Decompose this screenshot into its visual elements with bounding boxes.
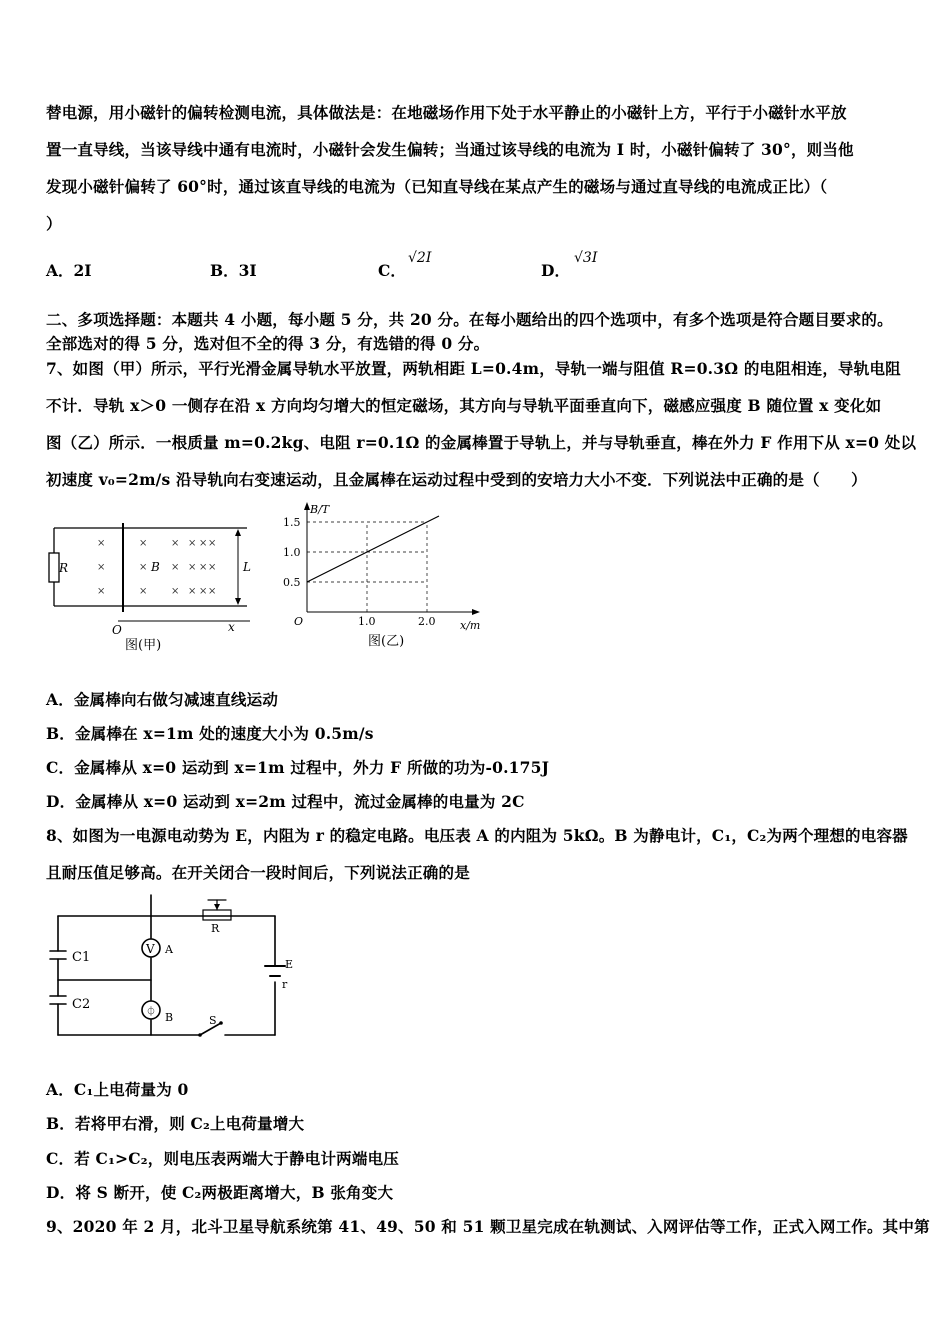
q8-option-a: A．C₁上电荷量为 0	[46, 1080, 189, 1099]
field-cross: ×	[139, 538, 148, 549]
q6-line-1: 替电源，用小磁针的偏转检测电流，具体做法是：在地磁场作用下处于水平静止的小磁针上方，平行于小磁针水平放	[46, 103, 847, 122]
y-tick-label: 1.5	[283, 516, 301, 529]
q6-option-a: A．2I	[46, 261, 92, 280]
field-cross: ×	[97, 538, 106, 549]
field-cross: ×	[188, 538, 197, 549]
q6-line-2: 置一直导线，当该导线中通有电流时，小磁针会发生偏转；当通过该导线的电流为 I 时，小磁针偏转了 30°，则当他	[46, 140, 854, 159]
internal-resistance-label: r	[282, 978, 288, 991]
q6-option-c-value: √2I	[408, 250, 432, 266]
q8-option-d: D．将 S 断开，使 C₂两极距离增大，B 张角变大	[46, 1183, 394, 1202]
emf-label: E	[285, 958, 294, 971]
rheostat-label: R	[211, 922, 220, 935]
q7-line-4: 初速度 v₀=2m/s 沿导轨向右变速运动，且金属棒在运动过程中受到的安培力大小不变．下列说法中正确的是（ ）	[46, 470, 867, 489]
figure-rails	[40, 515, 265, 655]
field-cross: ×	[171, 538, 180, 549]
field-cross: ×	[171, 586, 180, 597]
figure-caption: 图(乙)	[368, 634, 405, 649]
y-axis-label: B/T	[310, 503, 330, 516]
origin-label: O	[294, 615, 304, 628]
q7-line-2: 不计．导轨 x＞0 一侧存在沿 x 方向均匀增大的恒定磁场，其方向与导轨平面垂直向下，磁感应强度 B 随位置 x 变化如	[46, 396, 882, 415]
circuit-diagram	[45, 890, 305, 1045]
q6-option-d-value: √3I	[574, 250, 598, 266]
section2-line-1: 二、多项选择题：本题共 4 小题，每小题 5 分，共 20 分。在每小题给出的四个选项中，有多个选项是符合题目要求的。	[46, 310, 893, 329]
c2-label: C2	[72, 997, 91, 1012]
field-cross: ×	[208, 538, 217, 549]
q6-option-b: B．3I	[210, 261, 257, 280]
bx-chart	[280, 497, 490, 657]
q6-option-d: D．	[541, 261, 570, 280]
field-cross: ×	[199, 586, 208, 597]
resistor-label: R	[59, 561, 69, 575]
q8-option-c: C．若 C₁>C₂，则电压表两端大于静电计两端电压	[46, 1149, 399, 1168]
field-label: B	[151, 560, 160, 574]
c1-label: C1	[72, 950, 91, 965]
field-cross: ×	[199, 538, 208, 549]
q7-option-a: A．金属棒向右做匀减速直线运动	[46, 690, 279, 709]
electroscope-label: B	[165, 1011, 174, 1024]
q7-line-3: 图（乙）所示．一根质量 m=0.2kg、电阻 r=0.1Ω 的金属棒置于导轨上，并与导轨垂直，棒在外力 F 作用下从 x=0 处以	[46, 433, 917, 452]
x-axis-label: x/m	[460, 619, 481, 632]
q6-line-4: ）	[46, 214, 62, 233]
q6-line-3: 发现小磁针偏转了 60°时，通过该直导线的电流为（已知直导线在某点产生的磁场与通过直导线的电流成正比）（	[46, 177, 828, 196]
rheostat-symbol	[203, 910, 231, 920]
q8-option-b: B．若将甲右滑，则 C₂上电荷量增大	[46, 1114, 305, 1133]
q7-option-c: C．金属棒从 x=0 运动到 x=1m 过程中，外力 F 所做的功为-0.175J	[46, 758, 550, 777]
q7-option-b: B．金属棒在 x=1m 处的速度大小为 0.5m/s	[46, 724, 374, 743]
voltmeter-symbol: V	[146, 942, 155, 956]
field-cross: ×	[139, 586, 148, 597]
resistor-symbol	[49, 553, 59, 582]
section2-line-2: 全部选对的得 5 分，选对但不全的得 3 分，有选错的得 0 分。	[46, 334, 490, 353]
series-line	[307, 516, 439, 582]
field-cross: ×	[188, 562, 197, 573]
field-cross: ×	[139, 562, 148, 573]
width-label: L	[243, 560, 251, 574]
field-cross: ×	[188, 586, 197, 597]
y-tick-label: 1.0	[283, 546, 301, 559]
electroscope-symbol: ⏀	[146, 1007, 156, 1018]
q8-line-2: 且耐压值足够高。在开关闭合一段时间后，下列说法正确的是	[46, 863, 470, 882]
y-tick-label: 0.5	[283, 576, 301, 589]
q7-option-d: D．金属棒从 x=0 运动到 x=2m 过程中，流过金属棒的电量为 2C	[46, 792, 525, 811]
voltmeter-label: A	[165, 943, 173, 956]
figure-caption: 图(甲)	[125, 638, 162, 653]
field-cross: ×	[171, 562, 180, 573]
q6-option-c: C．	[378, 261, 406, 280]
origin-label: O	[112, 623, 122, 637]
q7-line-1: 7、如图（甲）所示，平行光滑金属导轨水平放置，两轨相距 L=0.4m，导轨一端与阻值 R=0.3Ω 的电阻相连，导轨电阻	[46, 359, 901, 378]
x-axis-label: x	[228, 620, 235, 634]
switch-label: S	[209, 1014, 217, 1027]
q9-line-1: 9、2020 年 2 月，北斗卫星导航系统第 41、49、50 和 51 颗卫星完成在轨测试、入网评估等工作，正式入网工作。其中第	[46, 1217, 930, 1236]
x-tick-label: 2.0	[418, 615, 436, 628]
q8-line-1: 8、如图为一电源电动势为 E，内阻为 r 的稳定电路。电压表 A 的内阻为 5kΩ。B 为静电计，C₁，C₂为两个理想的电容器	[46, 826, 908, 845]
field-cross: ×	[199, 562, 208, 573]
x-tick-label: 1.0	[358, 615, 376, 628]
field-cross: ×	[97, 586, 106, 597]
field-cross: ×	[208, 562, 217, 573]
field-cross: ×	[97, 562, 106, 573]
field-cross: ×	[208, 586, 217, 597]
